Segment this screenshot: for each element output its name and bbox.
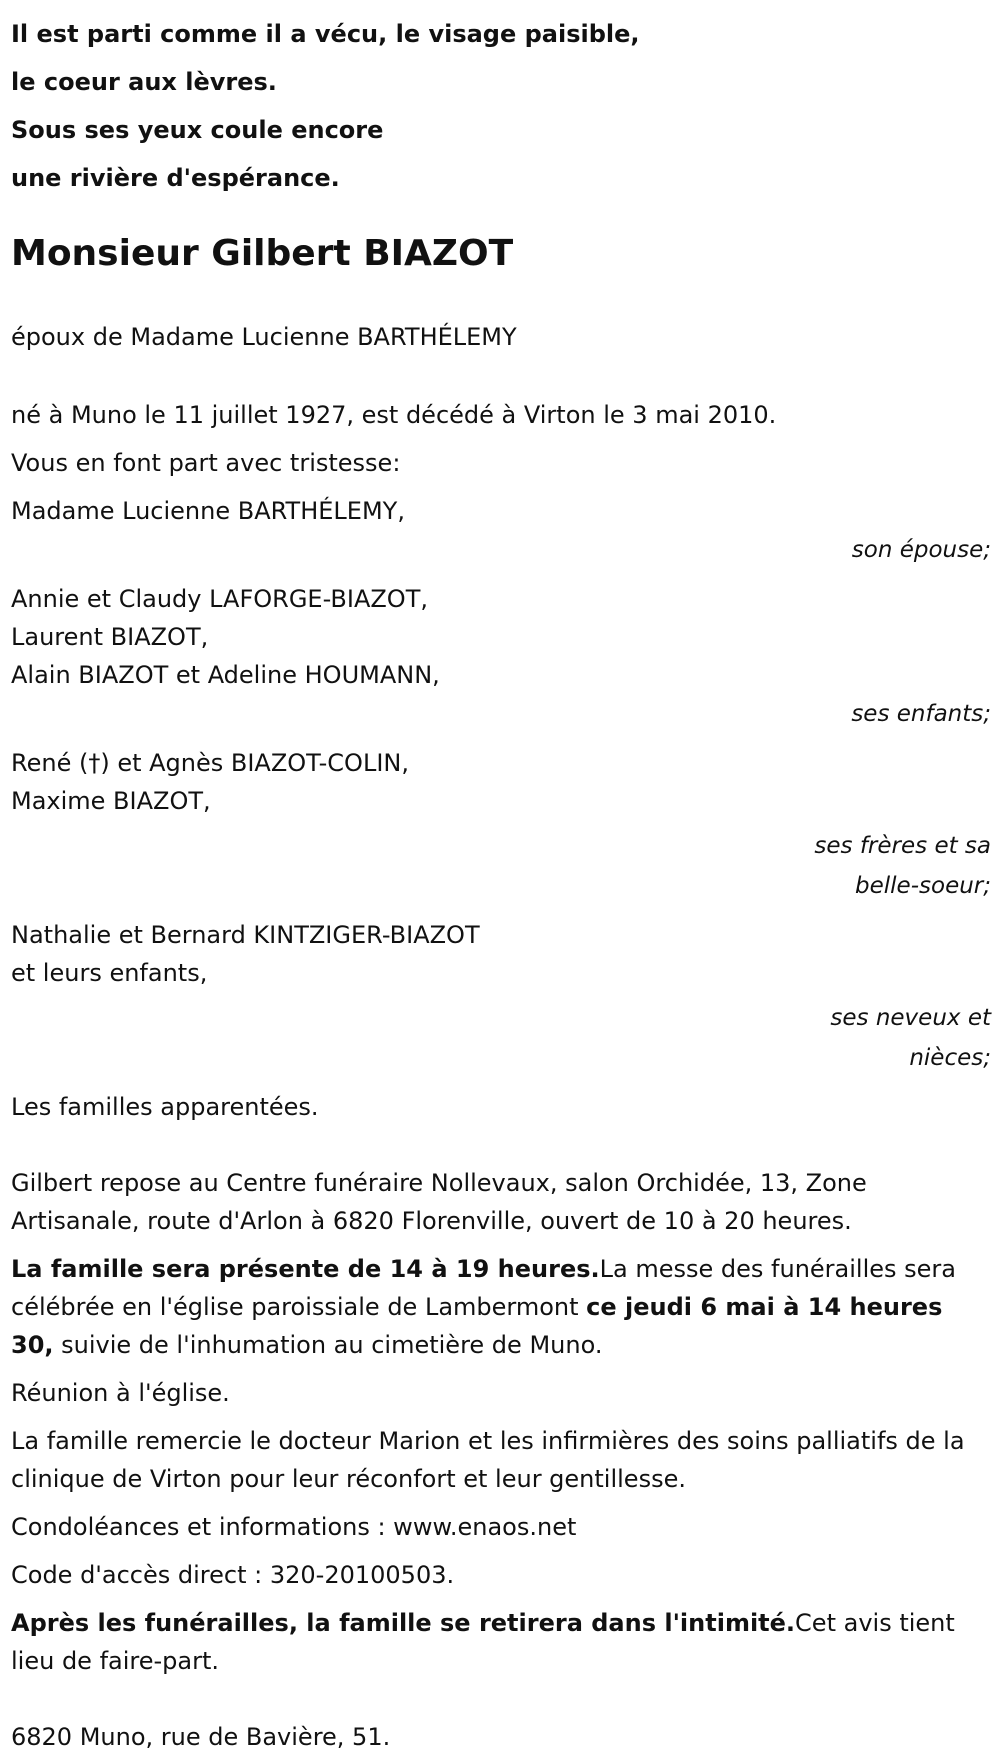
ceremony-burial: suivie de l'inhumation au cimetière de Muno. — [53, 1331, 603, 1359]
ceremony-paragraph — [11, 1250, 991, 1364]
ceremony-mass: La messe des funérailles sera célébrée en l'église paroissiale de Lambermont — [11, 1255, 956, 1321]
family-name: Maxime BIAZOT, — [11, 787, 211, 815]
relation-label: son épouse; — [851, 537, 991, 563]
ceremony-date: ce jeudi 6 mai à 14 heures 30, — [11, 1293, 943, 1359]
spouse-line: époux de Madame Lucienne BARTHÉLEMY — [11, 323, 517, 351]
reunion-line: Réunion à l'église. — [11, 1379, 230, 1407]
announcement: Vous en font part avec tristesse: — [11, 449, 401, 477]
obituary-notice — [11, 0, 991, 1756]
family-group-siblings — [11, 744, 991, 906]
relation-label: nièces; — [909, 1045, 991, 1071]
condolences-line: Condoléances et informations : www.enaos.net — [11, 1513, 577, 1541]
ceremony-presence: La famille sera présente de 14 à 19 heures. — [11, 1255, 600, 1283]
relation-label: belle-soeur; — [855, 873, 991, 899]
relation-label: ses neveux et — [830, 1005, 991, 1031]
repose-paragraph: Gilbert repose au Centre funéraire Nollevaux, salon Orchidée, 13, Zone Artisanale, route d'Arlon à 6820 Florenville, ouvert de 10 à 20 heures. — [11, 1169, 867, 1235]
birth-death-line: né à Muno le 11 juillet 1927, est décédé à Virton le 3 mai 2010. — [11, 401, 777, 429]
deceased-name: Monsieur Gilbert BIAZOT — [11, 233, 514, 274]
poem-line: une rivière d'espérance. — [11, 164, 340, 192]
family-group-spouse — [11, 492, 991, 570]
poem-line: Sous ses yeux coule encore — [11, 116, 384, 144]
family-name: Laurent BIAZOT, — [11, 623, 209, 651]
address-line: 6820 Muno, rue de Bavière, 51. — [11, 1723, 391, 1751]
poem — [11, 10, 991, 202]
poem-line: Il est parti comme il a vécu, le visage paisible, — [11, 20, 640, 48]
family-name: Annie et Claudy LAFORGE-BIAZOT, — [11, 585, 428, 613]
family-group-children — [11, 580, 991, 734]
family-group-nephews — [11, 916, 991, 1078]
closing-intimacy: Après les funérailles, la famille se retirera dans l'intimité. — [11, 1609, 796, 1637]
closing-paragraph — [11, 1604, 991, 1680]
family-name: et leurs enfants, — [11, 959, 208, 987]
related-families: Les familles apparentées. — [11, 1093, 319, 1121]
closing-note: Cet avis tient lieu de faire-part. — [11, 1609, 955, 1675]
thanks-paragraph: La famille remercie le docteur Marion et les infirmières des soins palliatifs de la clinique de Virton pour leur réconfort et leur gentillesse. — [11, 1427, 965, 1493]
relation-label: ses frères et sa — [814, 833, 991, 859]
access-code-line: Code d'accès direct : 320-20100503. — [11, 1561, 455, 1589]
family-name: René (†) et Agnès BIAZOT-COLIN, — [11, 749, 409, 777]
family-name: Nathalie et Bernard KINTZIGER-BIAZOT — [11, 921, 480, 949]
poem-line: le coeur aux lèvres. — [11, 68, 277, 96]
relation-label: ses enfants; — [851, 701, 991, 727]
family-name: Alain BIAZOT et Adeline HOUMANN, — [11, 661, 440, 689]
family-name: Madame Lucienne BARTHÉLEMY, — [11, 497, 405, 525]
